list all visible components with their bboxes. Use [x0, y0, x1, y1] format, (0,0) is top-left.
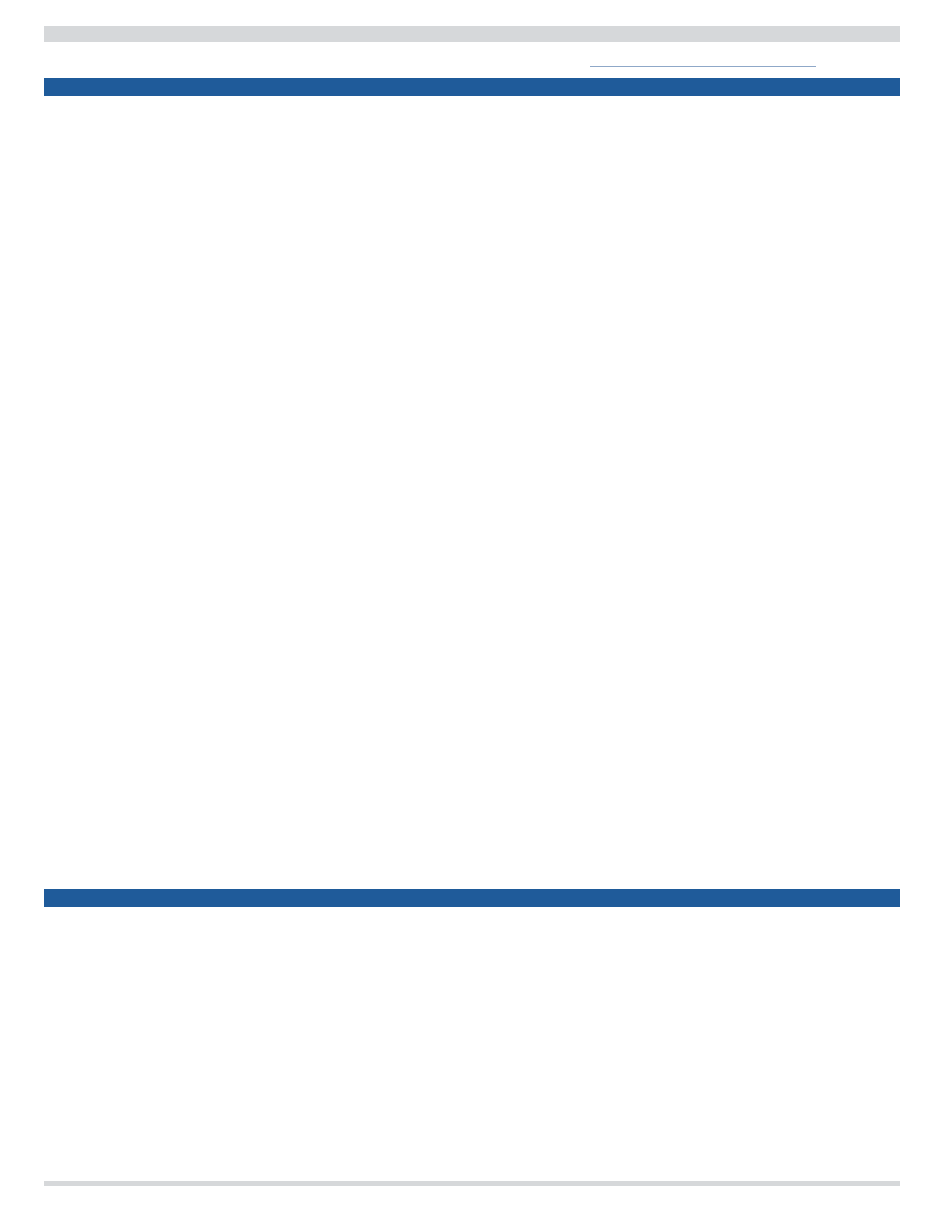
account-number-input[interactable]	[590, 55, 816, 67]
form-header-bar	[44, 26, 900, 42]
schedule-e-header	[44, 78, 900, 96]
footer-bar	[44, 1181, 900, 1186]
schedule-f-header	[44, 889, 900, 907]
account-number-field	[584, 55, 816, 67]
